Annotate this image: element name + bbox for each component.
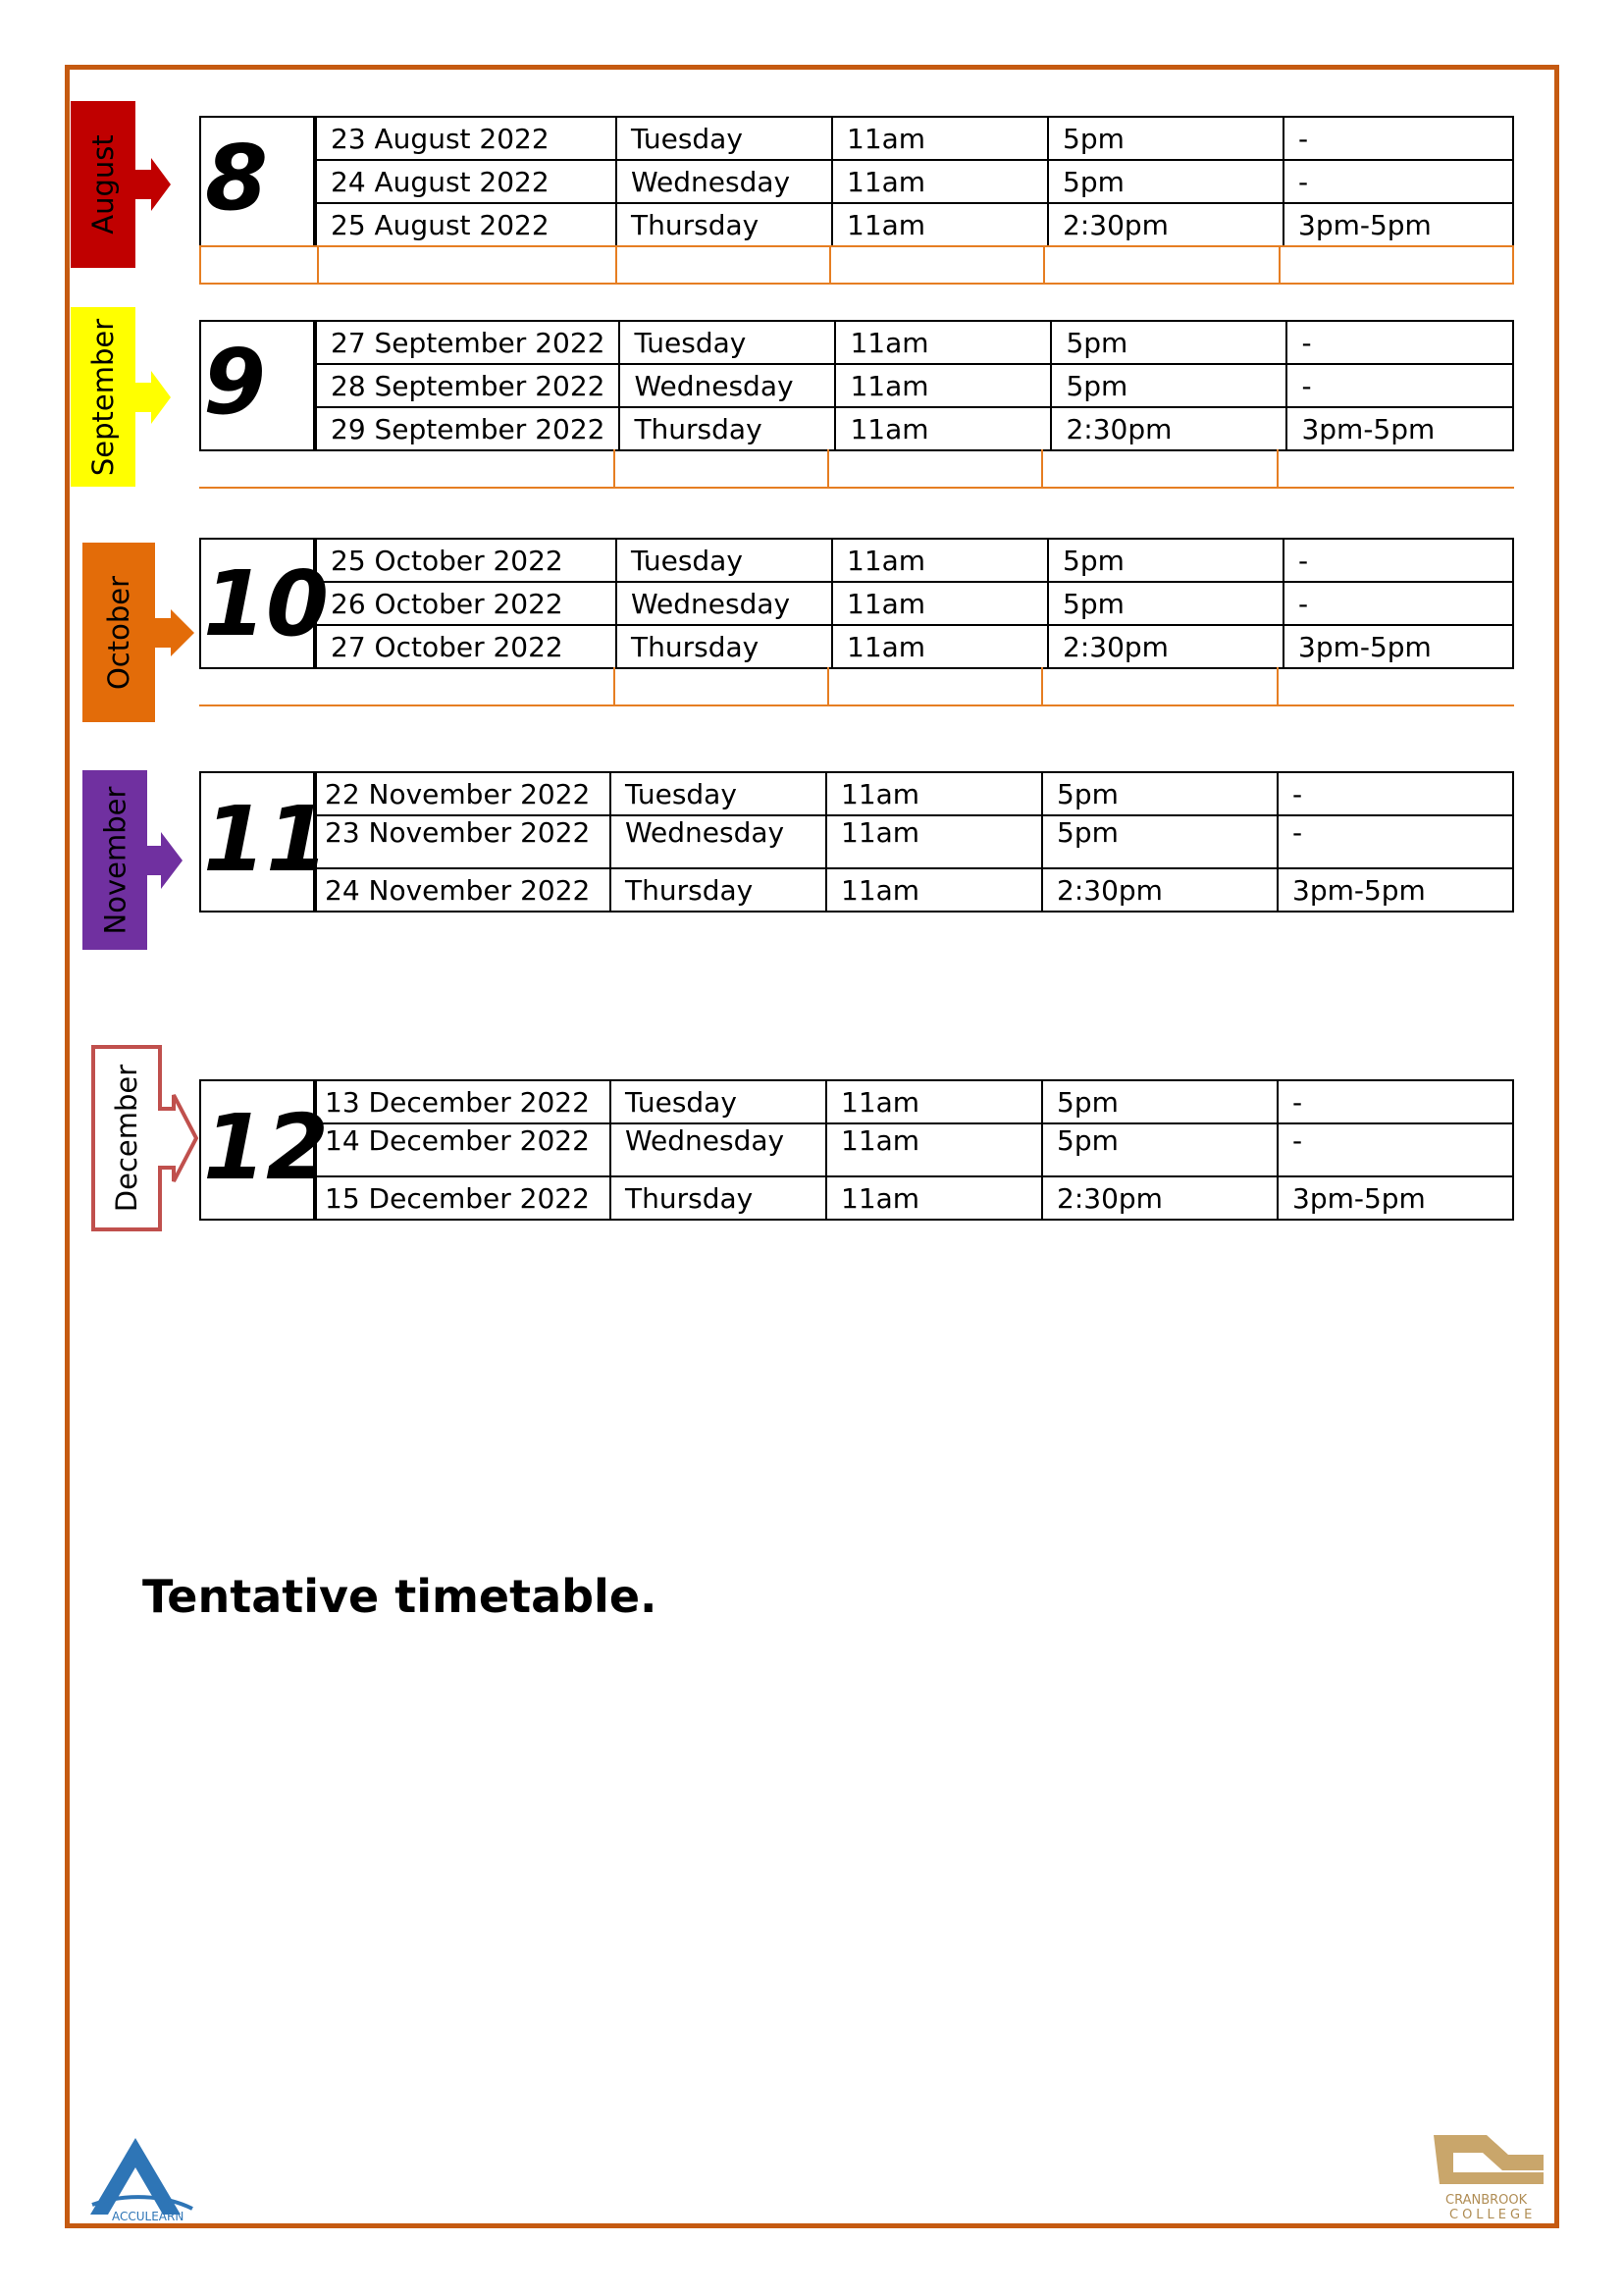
start-time-cell: 11am (832, 117, 1048, 160)
end-time-cell: 5pm (1042, 772, 1278, 815)
table-row (316, 1080, 1513, 1123)
schedule-table-september (315, 320, 1514, 451)
extra-time-cell: 3pm-5pm (1278, 1176, 1513, 1220)
end-time-cell: 5pm (1048, 582, 1283, 625)
date-cell: 24 November 2022 (316, 868, 610, 912)
extra-time-cell: - (1278, 1080, 1513, 1123)
caption-tentative-timetable: Tentative timetable. (142, 1570, 657, 1623)
table-row (316, 539, 1513, 582)
end-time-cell: 5pm (1048, 160, 1283, 203)
date-cell: 29 September 2022 (316, 407, 619, 450)
month-tab-october (82, 543, 194, 722)
date-cell: 28 September 2022 (316, 364, 619, 407)
date-cell: 15 December 2022 (316, 1176, 610, 1220)
date-cell: 27 October 2022 (316, 625, 616, 668)
date-cell: 22 November 2022 (316, 772, 610, 815)
table-row (316, 203, 1513, 246)
end-time-cell: 2:30pm (1042, 1176, 1278, 1220)
date-cell: 23 August 2022 (316, 117, 616, 160)
month-name: November (98, 786, 131, 934)
month-number: 12 (203, 1095, 330, 1200)
blank-row (199, 667, 1514, 706)
table-row (316, 582, 1513, 625)
date-cell: 26 October 2022 (316, 582, 616, 625)
end-time-cell: 2:30pm (1048, 625, 1283, 668)
acculearn-logo-text: ACCULEARN (112, 2210, 184, 2222)
month-number-cell (199, 320, 315, 451)
extra-time-cell: - (1286, 321, 1513, 364)
table-row (316, 1176, 1513, 1220)
month-number-cell (199, 1079, 330, 1221)
table-row (316, 160, 1513, 203)
month-number-cell (199, 771, 330, 913)
blank-row (199, 245, 1514, 285)
month-tab-november (82, 770, 183, 950)
end-time-cell: 5pm (1042, 1080, 1278, 1123)
date-cell: 23 November 2022 (316, 815, 610, 868)
table-row (316, 815, 1513, 868)
end-time-cell: 5pm (1042, 815, 1278, 868)
start-time-cell: 11am (832, 539, 1048, 582)
day-cell: Tuesday (616, 539, 832, 582)
extra-time-cell: - (1278, 1123, 1513, 1176)
day-cell: Thursday (616, 625, 832, 668)
month-name: September (86, 318, 121, 476)
extra-time-cell: 3pm-5pm (1278, 868, 1513, 912)
extra-time-cell: - (1283, 160, 1513, 203)
month-number: 8 (205, 126, 269, 231)
schedule-table-november (315, 771, 1514, 913)
cranbrook-college-logo (1428, 2127, 1550, 2225)
start-time-cell: 11am (832, 203, 1048, 246)
start-time-cell: 11am (826, 1176, 1042, 1220)
table-row (316, 772, 1513, 815)
end-time-cell: 5pm (1048, 539, 1283, 582)
schedule-table-october (315, 538, 1514, 669)
table-row (316, 117, 1513, 160)
cranbrook-logo-line1: CRANBROOK (1445, 2193, 1528, 2208)
day-cell: Tuesday (610, 772, 826, 815)
start-time-cell: 11am (832, 160, 1048, 203)
extra-time-cell: - (1278, 772, 1513, 815)
extra-time-cell: - (1286, 364, 1513, 407)
cranbrook-logo-line2: COLLEGE (1449, 2208, 1537, 2222)
start-time-cell: 11am (835, 407, 1051, 450)
table-row (316, 1123, 1513, 1176)
end-time-cell: 5pm (1048, 117, 1283, 160)
day-cell: Thursday (610, 1176, 826, 1220)
month-name: August (86, 134, 120, 235)
month-number: 11 (203, 787, 330, 892)
month-number-cell (199, 116, 315, 247)
day-cell: Thursday (610, 868, 826, 912)
date-cell: 24 August 2022 (316, 160, 616, 203)
start-time-cell: 11am (826, 772, 1042, 815)
day-cell: Tuesday (610, 1080, 826, 1123)
end-time-cell: 2:30pm (1048, 203, 1283, 246)
day-cell: Wednesday (619, 364, 835, 407)
table-row (316, 364, 1513, 407)
table-row (316, 407, 1513, 450)
extra-time-cell: 3pm-5pm (1286, 407, 1513, 450)
end-time-cell: 5pm (1051, 364, 1286, 407)
schedule-table-december (315, 1079, 1514, 1221)
extra-time-cell: - (1283, 582, 1513, 625)
end-time-cell: 2:30pm (1051, 407, 1286, 450)
end-time-cell: 2:30pm (1042, 868, 1278, 912)
start-time-cell: 11am (835, 321, 1051, 364)
date-cell: 25 August 2022 (316, 203, 616, 246)
start-time-cell: 11am (832, 625, 1048, 668)
end-time-cell: 5pm (1042, 1123, 1278, 1176)
day-cell: Wednesday (616, 160, 832, 203)
day-cell: Thursday (619, 407, 835, 450)
day-cell: Wednesday (616, 582, 832, 625)
month-number: 9 (203, 330, 267, 435)
extra-time-cell: - (1278, 815, 1513, 868)
start-time-cell: 11am (826, 1123, 1042, 1176)
start-time-cell: 11am (832, 582, 1048, 625)
start-time-cell: 11am (826, 815, 1042, 868)
month-number: 10 (203, 551, 330, 656)
schedule-table-august (315, 116, 1514, 247)
end-time-cell: 5pm (1051, 321, 1286, 364)
month-tab-august (71, 101, 171, 268)
table-row (316, 625, 1513, 668)
extra-time-cell: 3pm-5pm (1283, 203, 1513, 246)
blank-row (199, 449, 1514, 489)
month-name: December (110, 1064, 144, 1213)
month-name: October (102, 575, 135, 690)
date-cell: 27 September 2022 (316, 321, 619, 364)
start-time-cell: 11am (826, 868, 1042, 912)
day-cell: Tuesday (619, 321, 835, 364)
month-tab-december (91, 1045, 199, 1231)
date-cell: 14 December 2022 (316, 1123, 610, 1176)
day-cell: Tuesday (616, 117, 832, 160)
day-cell: Thursday (616, 203, 832, 246)
extra-time-cell: - (1283, 117, 1513, 160)
table-row (316, 321, 1513, 364)
acculearn-logo (86, 2134, 196, 2222)
start-time-cell: 11am (826, 1080, 1042, 1123)
table-row (316, 868, 1513, 912)
extra-time-cell: - (1283, 539, 1513, 582)
day-cell: Wednesday (610, 1123, 826, 1176)
date-cell: 13 December 2022 (316, 1080, 610, 1123)
month-tab-september (71, 307, 171, 487)
start-time-cell: 11am (835, 364, 1051, 407)
extra-time-cell: 3pm-5pm (1283, 625, 1513, 668)
day-cell: Wednesday (610, 815, 826, 868)
date-cell: 25 October 2022 (316, 539, 616, 582)
month-number-cell (199, 538, 330, 669)
